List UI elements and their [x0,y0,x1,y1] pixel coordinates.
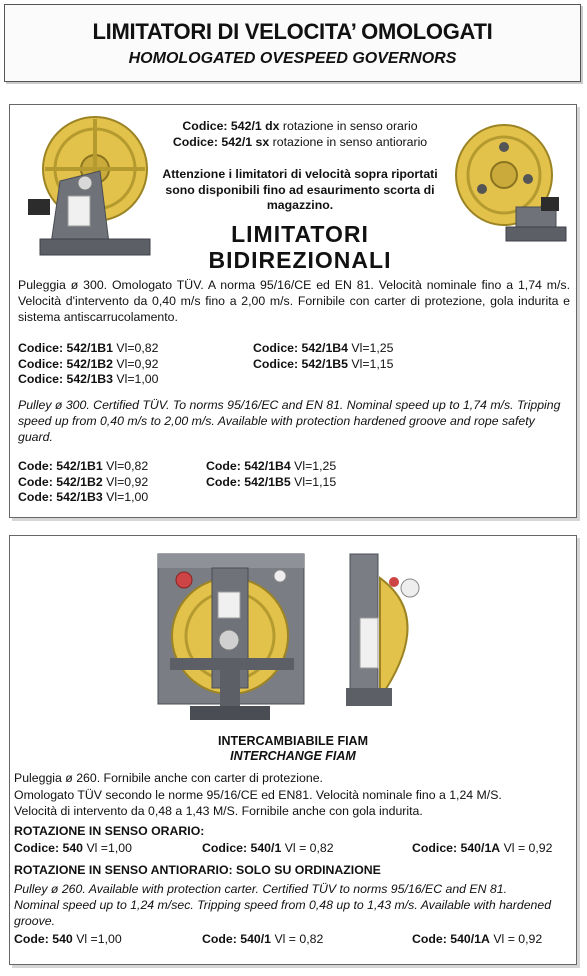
page-subtitle: HOMOLOGATED OVESPEED GOVERNORS [128,50,457,67]
codes-en-list [14,931,580,948]
section-title-bidirectional: LIMITATORI BIDIREZIONALI [208,221,392,273]
panel-fiam [9,535,577,965]
code-item: Codice: 542/1B5 Vl=1,15 [253,356,394,371]
description-it-line2: Omologato TÜV secondo le norme 95/16/CE ed EN81. Velocità nominale fino a 1,24 M/S. [14,788,502,802]
code-item: Codice: 540 Vl =1,00 [14,841,132,855]
top-codes [105,119,495,150]
code-item: Codice: 540/1 Vl = 0,82 [202,841,334,855]
caption-it: INTERCAMBIABILE FIAM [218,734,368,748]
code-item: Code: 542/1B2 Vl=0,92 [18,474,149,489]
code-item: Code: 542/1B1 Vl=0,82 [18,459,149,473]
heading-clockwise: ROTAZIONE IN SENSO ORARIO: [14,824,205,838]
panel-bidirectional [9,104,577,518]
code-item: Codice: 540/1A Vl = 0,92 [412,841,553,855]
header-box [4,4,581,82]
code-item: Code: 540/1A Vl = 0,92 [412,932,543,946]
code-item: Codice: 542/1B3 Vl=1,00 [18,372,159,386]
code-item: Code: 542/1B4 Vl=1,25 [206,459,337,473]
fiam-governor-photo-front [150,548,310,728]
heading-counterclockwise: ROTAZIONE IN SENSO ANTIORARIO: SOLO SU ORDINAZIONE [14,863,381,877]
code-item: Codice: 542/1B4 Vl=1,25 [253,341,394,355]
description-it-line3: Velocità di intervento da 0,48 a 1,43 M/S. Fornibile anche con gola indurita. [14,804,423,818]
code-line-sx: Codice: 542/1 sx rotazione in senso antiorario [172,134,428,149]
code-line-dx: Codice: 542/1 dx rotazione in senso orario [182,119,418,133]
fiam-governor-photo-side [340,548,440,723]
codes-it-list [18,341,453,388]
caption-en: INTERCHANGE FIAM [230,749,356,763]
code-item: Code: 540 Vl =1,00 [14,932,122,946]
codes-en-list [18,459,406,506]
description-en: Pulley ø 300. Certified TÜV. To norms 95/16/EC and EN 81. Nominal speed up to 1,74 m/s. Tripping speed up from 0,40 m/s to 2,00 m/s. Available with protection hardened groove and rope safety guard. [18,398,561,444]
code-item: Codice: 542/1B2 Vl=0,92 [18,356,159,371]
codes-clockwise-list [14,840,580,857]
code-item: Codice: 542/1B1 Vl=0,82 [18,341,159,355]
code-item: Code: 542/1B3 Vl=1,00 [18,490,149,504]
description-en: Pulley ø 260. Available with protection carter. Certified TÜV to norms 95/16/EC and EN 81. Nominal speed up to 1,24 m/sec. Tripping speed from 0,48 up to 1,43 m/s. Available with hardened groove. [14,882,552,928]
description-it-line1: Puleggia ø 260. Fornibile anche con carter di protezione. [14,771,323,785]
code-item: Code: 540/1 Vl = 0,82 [202,932,324,946]
page-title: LIMITATORI DI VELOCITA’ OMOLOGATI [92,19,493,44]
description-it: Puleggia ø 300. Omologato TÜV. A norma 95/16/CE ed EN 81. Velocità nominale fino a 1,74 m/s. Velocità d'intervento da 0,40 m/s fino a 2,00 m/s. Fornibile con carter di protezione, gola indurita e sistema antiscarrucolamento. [18,278,570,324]
code-item: Code: 542/1B5 Vl=1,15 [206,474,337,489]
stock-warning: Attenzione i limitatori di velocità sopra riportati sono disponibili fino ad esaurimento scorta di magazzino. [162,167,438,212]
